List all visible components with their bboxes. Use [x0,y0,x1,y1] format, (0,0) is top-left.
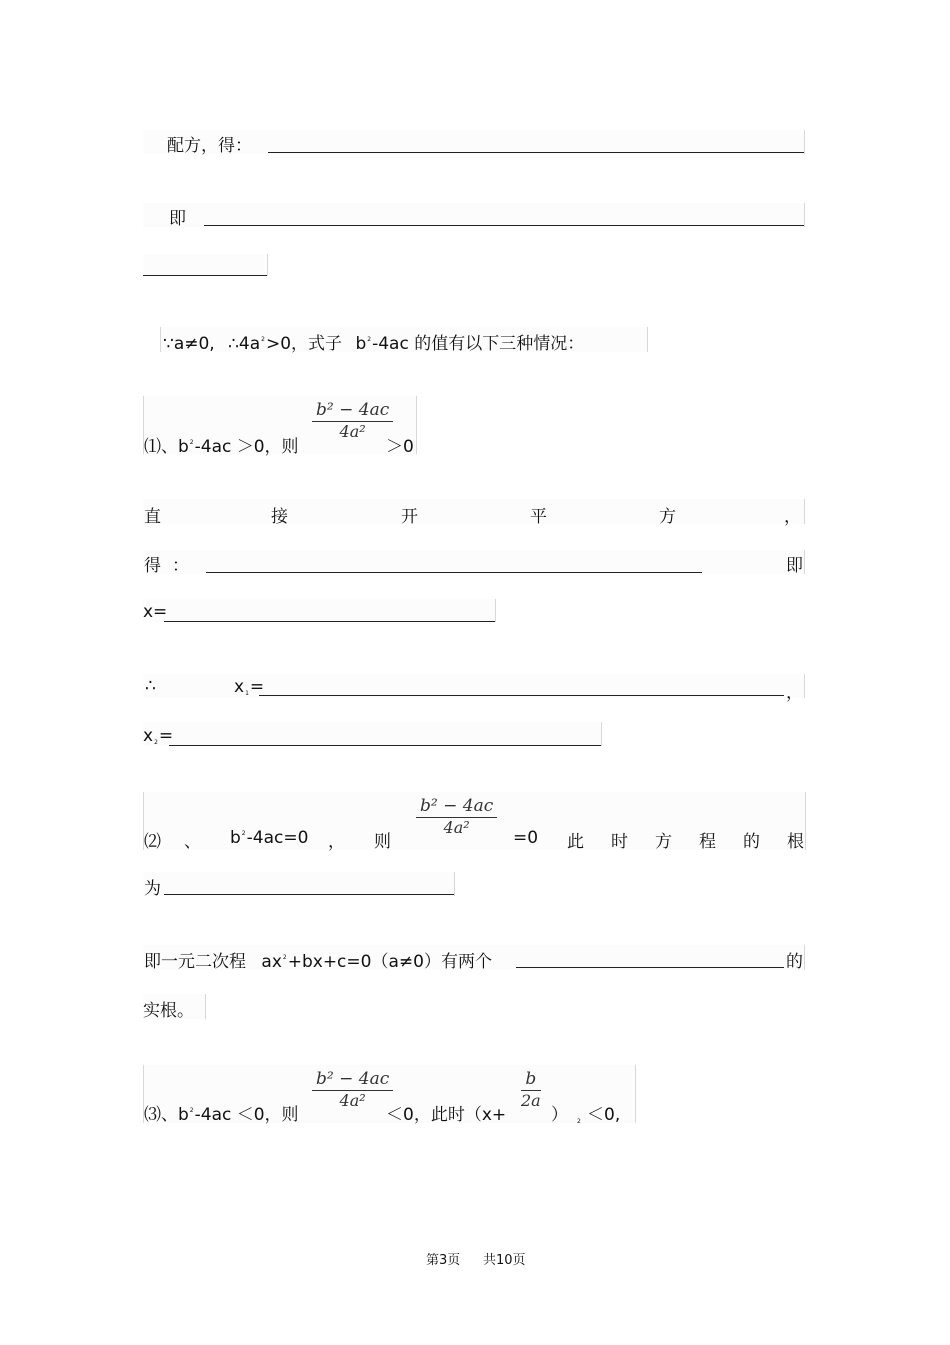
direct-char: 方 [659,507,676,527]
case2-condition: $b^2-4ac=0$ [230,828,309,848]
case3-close: ） [551,1105,568,1125]
wei-label: 为 [144,879,161,899]
discriminant-intro: ∵a≠0, $\therefore 4a^2>0$，式子 $b^2-4ac$ 的值有以下三种情况： [163,334,585,354]
case3-condition: ⑶、$b^2-4ac <0$，则 [144,1105,299,1125]
discriminant-fraction: $\frac{\text{b² − 4ac}}{\text{4a²}}$ [312,399,393,442]
de-end: 的 [786,952,803,972]
case2-sep: 、 [184,832,201,852]
case2-tail-char: 根 [787,832,804,852]
answer-blank[interactable] [204,225,804,226]
discriminant-fraction: $\frac{\text{b² − 4ac}}{\text{4a²}}$ [312,1068,393,1111]
case2-tail-char: 的 [743,832,760,852]
answer-blank[interactable] [164,621,495,622]
case2-comma: ， [328,832,345,852]
answer-blank[interactable] [143,275,267,276]
comma: ， [786,683,803,703]
de-colon: ： [172,556,189,576]
direct-char: 直 [144,507,161,527]
row-box [143,722,602,746]
equation-text: 即一元二次程 $ax^2+bx+c=0(a\ne 0)$有两个 [144,952,492,972]
answer-blank[interactable] [268,152,804,153]
row-box [143,599,496,622]
case2-tail-char: 时 [611,832,628,852]
direct-char: 平 [530,507,547,527]
x-eq-label: x= [143,602,168,622]
real-roots-label: 实根。 [143,1001,194,1021]
case2-label: ⑵ [144,832,161,852]
case2-tail-char: 程 [699,832,716,852]
page-total: 共10页 [483,1253,526,1268]
case2-result: =0 [513,828,539,848]
row-box [143,203,805,227]
case2-tail-char: 此 [567,832,584,852]
row-box [143,254,268,276]
direct-char: 开 [401,507,418,527]
ji-label: 即 [169,209,186,229]
de-label: 得 [144,556,161,576]
therefore-symbol: ∴ [145,676,156,696]
ji-label: 即 [786,556,803,576]
answer-blank[interactable] [169,745,601,746]
row-box [143,499,805,524]
row-box [143,550,805,574]
answer-blank[interactable] [164,894,454,895]
case1-condition: ⑴、$b^2-4ac >0$，则 [144,437,299,457]
case1-result: ＞0 [386,437,414,457]
x1-label: x1= [234,677,265,697]
case2-tail-char: 方 [655,832,672,852]
case3-square: 2 [577,1118,581,1125]
row-box [143,872,455,896]
x2-label: x2= [143,726,174,746]
complete-square-label: 配方，得： [167,136,252,156]
discriminant-fraction: $\frac{\text{b² − 4ac}}{\text{4a²}}$ [416,795,497,838]
direct-char: ， [784,507,801,527]
direct-char: 接 [271,507,288,527]
case2-then: 则 [374,832,391,852]
b-over-2a-fraction: $\frac{b}{2a}$ [521,1069,541,1110]
case3-end: ＜0, [587,1105,621,1125]
answer-blank[interactable] [206,572,702,573]
answer-blank[interactable] [259,695,784,696]
case3-mid: ＜0，此时（x+ [386,1105,507,1125]
page-number: 第3页 [426,1253,461,1268]
answer-blank[interactable] [516,967,784,968]
